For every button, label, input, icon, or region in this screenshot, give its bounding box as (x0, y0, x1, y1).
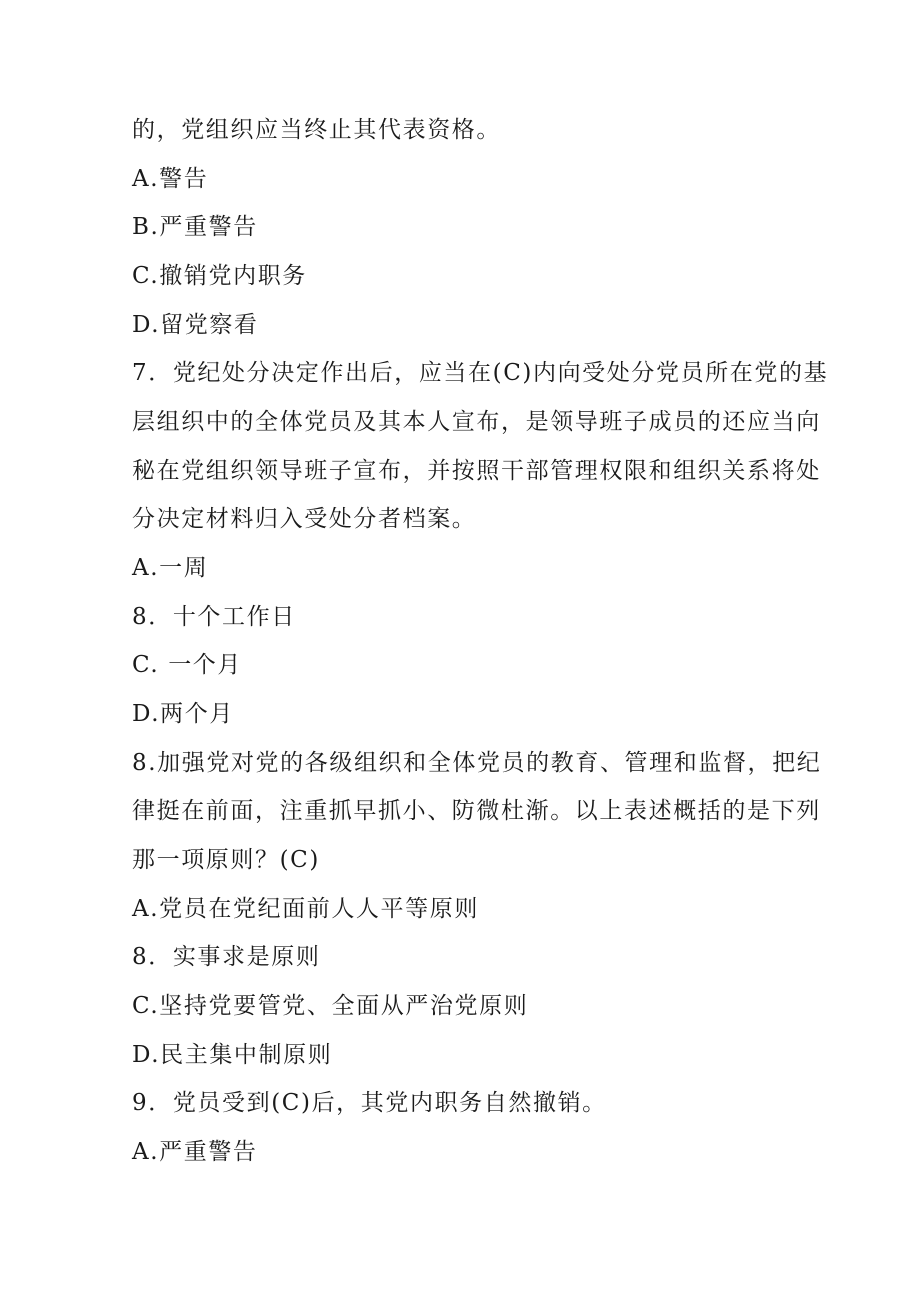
option-a-one-week: A.一周 (132, 555, 209, 581)
question-8-line-2: 律挺在前面，注重抓早抓小、防微杜渐。以上表述概括的是下列 (132, 798, 821, 824)
question-7-line-1: 7．党纪处分决定作出后，应当在(C)内向受处分党员所在党的基 (132, 360, 829, 386)
text-line-1: 的，党组织应当终止其代表资格。 (132, 117, 501, 143)
option-d-democratic-centralism: D.民主集中制原则 (132, 1042, 333, 1068)
option-d-probation: D.留党察看 (132, 312, 259, 338)
option-c-strict-governance: C.坚持党要管党、全面从严治党原则 (132, 993, 529, 1019)
question-7-line-4: 分决定材料归入受处分者档案。 (132, 506, 477, 532)
option-b-ten-days: 8．十个工作日 (132, 604, 296, 630)
question-8-line-3: 那一项原则？(C) (132, 847, 320, 873)
option-a-equality: A.党员在党纪面前人人平等原则 (132, 896, 479, 922)
option-b-serious-warning: B.严重警告 (132, 214, 258, 240)
option-c-one-month: C. 一个月 (132, 652, 243, 678)
question-9-line-1: 9．党员受到(C)后，其党内职务自然撤销。 (132, 1090, 607, 1116)
option-d-two-months: D.两个月 (132, 701, 234, 727)
question-7-line-2: 层组织中的全体党员及其本人宣布，是领导班子成员的还应当向 (132, 409, 821, 435)
option-b-truth: 8．实事求是原则 (132, 944, 321, 970)
option-c-revoke-post: C.撤销党内职务 (132, 263, 307, 289)
option-a-warning: A.警告 (132, 166, 209, 192)
question-7-line-3: 秘在党组织领导班子宣布，并按照干部管理权限和组织关系将处 (132, 458, 821, 484)
question-8-line-1: 8.加强党对党的各级组织和全体党员的教育、管理和监督，把纪 (132, 750, 822, 776)
option-a-serious-warning: A.严重警告 (132, 1139, 258, 1165)
